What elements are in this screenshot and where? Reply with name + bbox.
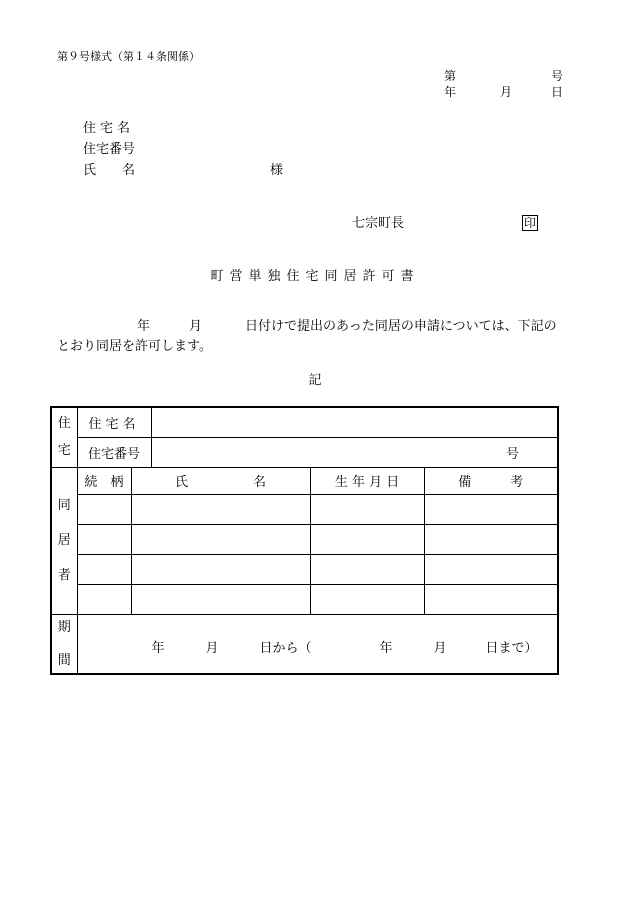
seal-mark: 印: [524, 216, 537, 230]
housing-section-label: 住 宅: [51, 407, 77, 467]
permit-table: [50, 406, 559, 675]
form-number-label: 第９号様式（第１４条関係）: [57, 50, 200, 63]
body-year: 年: [137, 319, 151, 334]
addressee-house-number-label: 住宅番号: [83, 142, 136, 157]
remarks-cell[interactable]: [424, 494, 558, 524]
house-name-label: 住宅名: [77, 407, 151, 437]
remarks-cell[interactable]: [424, 584, 558, 614]
cohabitants-section-label: 同 居 者: [51, 467, 77, 614]
body-line-2: とおり同居を許可します。: [57, 339, 212, 354]
birthdate-header: 生 年 月 日: [310, 467, 424, 494]
name-cell[interactable]: [131, 494, 310, 524]
period-end-month: 月: [433, 640, 447, 656]
name-cell[interactable]: [131, 524, 310, 554]
document-number-prefix: 第: [444, 69, 457, 83]
issue-date-day: 日: [551, 85, 564, 99]
birthdate-cell[interactable]: [310, 584, 424, 614]
addressee-honorific: 様: [270, 163, 284, 178]
body-month: 月: [189, 319, 203, 334]
ki-heading: 記: [308, 373, 322, 388]
period-end-year: 年: [379, 640, 393, 656]
period-start-day: 日から（: [259, 640, 312, 656]
period-end-day: 日まで）: [485, 640, 538, 656]
period-start-year: 年: [151, 640, 165, 656]
birthdate-cell[interactable]: [310, 554, 424, 584]
document-number-suffix: 号: [551, 69, 564, 83]
relation-cell[interactable]: [77, 494, 131, 524]
body-text-1: 日付けで提出のあった同居の申請については、下記の: [245, 319, 557, 334]
relation-cell[interactable]: [77, 584, 131, 614]
house-number-label: 住宅番号: [77, 437, 151, 467]
remarks-cell[interactable]: [424, 524, 558, 554]
issuer-title: 七宗町長: [352, 216, 405, 231]
house-number-suffix: 号: [506, 446, 520, 462]
issue-date-year: 年: [444, 85, 457, 99]
birthdate-cell[interactable]: [310, 494, 424, 524]
table-row: [51, 554, 558, 584]
remarks-header: 備 考: [424, 467, 558, 494]
period-section-label: 期 間: [51, 614, 77, 674]
name-cell[interactable]: [131, 554, 310, 584]
addressee-house-name-label: 住宅名: [83, 121, 135, 136]
relation-header: 続 柄: [77, 467, 131, 494]
issue-date-month: 月: [500, 85, 513, 99]
name-header: 氏 名: [131, 467, 310, 494]
period-start-month: 月: [205, 640, 219, 656]
table-row: [51, 494, 558, 524]
remarks-cell[interactable]: [424, 554, 558, 584]
addressee-name-label: 氏 名: [83, 163, 136, 178]
relation-cell[interactable]: [77, 524, 131, 554]
table-row: [51, 524, 558, 554]
house-name-value[interactable]: [151, 407, 558, 437]
birthdate-cell[interactable]: [310, 524, 424, 554]
house-number-value[interactable]: [151, 437, 558, 467]
name-cell[interactable]: [131, 584, 310, 614]
document-title: 町営単独住宅同居許可書: [210, 269, 420, 284]
relation-cell[interactable]: [77, 554, 131, 584]
table-row: [51, 584, 558, 614]
period-value[interactable]: [77, 614, 558, 674]
